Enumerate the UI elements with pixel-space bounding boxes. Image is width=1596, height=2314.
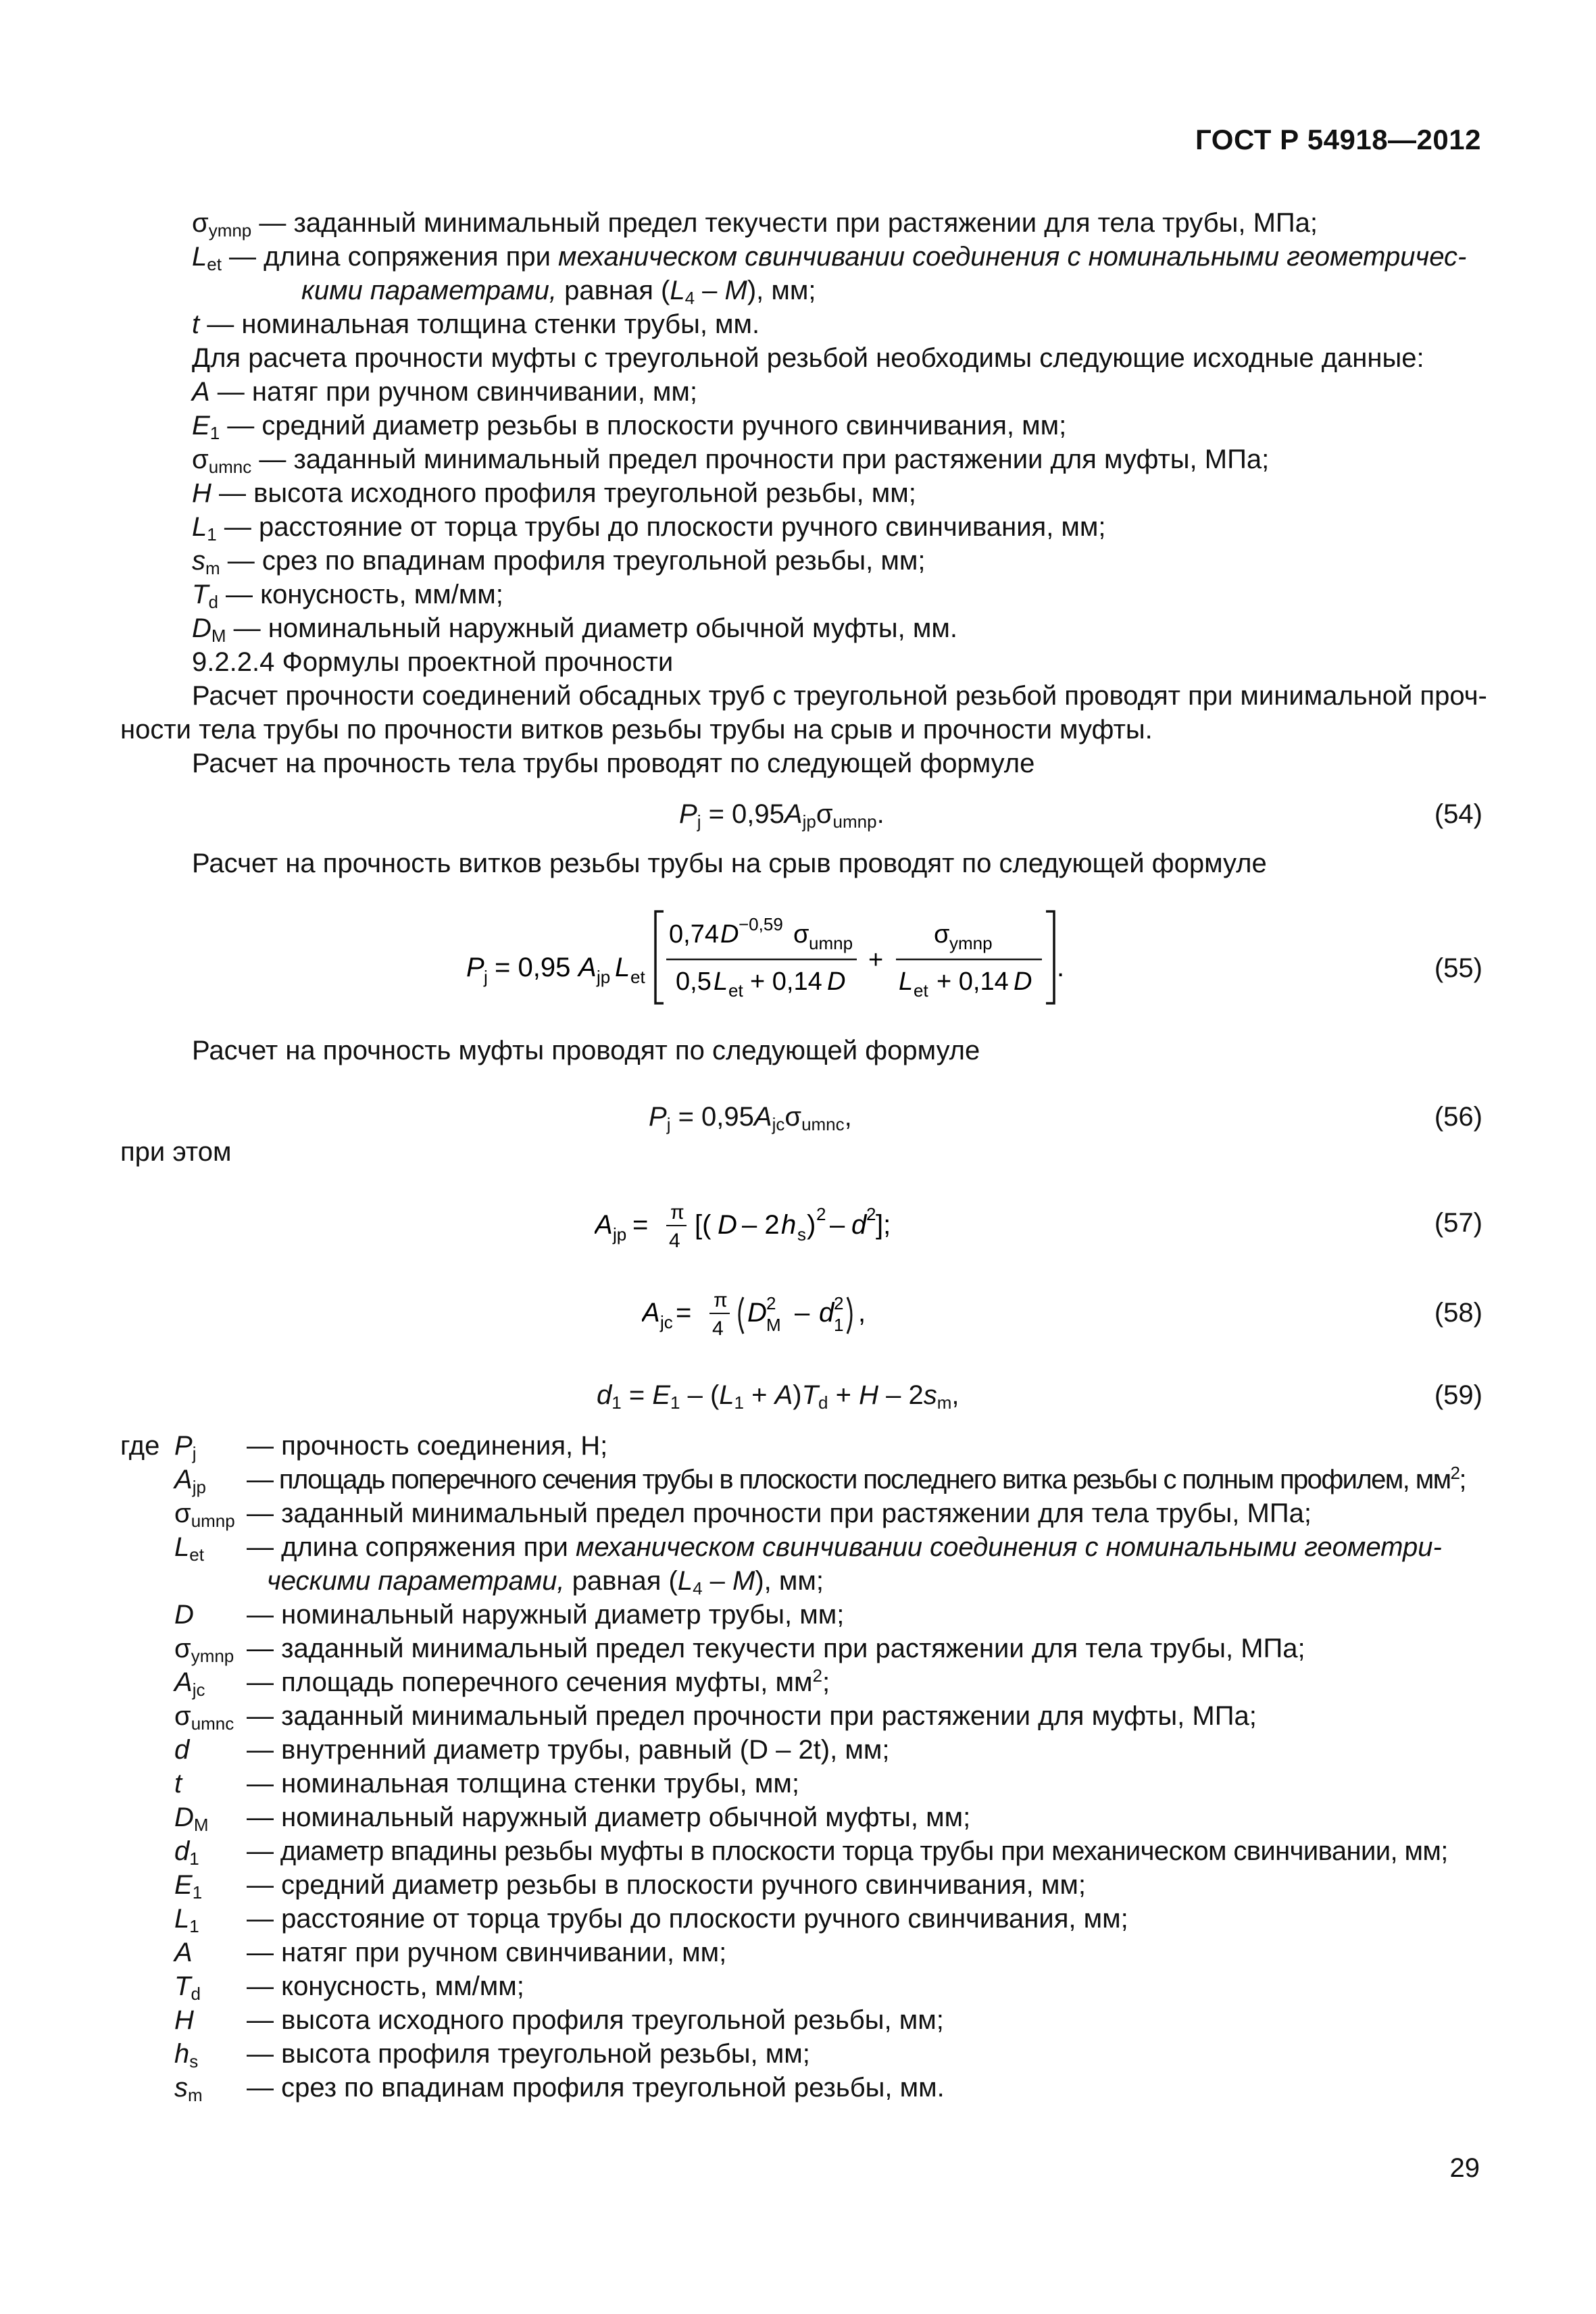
- where-text: — внутренний диаметр трубы, равный (D – 2t), мм;: [247, 1735, 890, 1765]
- def-sigma-ymnp: $\sigma_{ymnp}$ — заданный минимальный предел текучести при растяжении для тела трубы, МПа;: [192, 208, 1318, 241]
- formula-59: $d_1 = E_1 - (L_1 + A)T_d + H - 2s_m$,: [597, 1380, 959, 1413]
- svg-text:.: .: [1057, 953, 1065, 982]
- svg-text:M: M: [766, 1315, 781, 1335]
- where-symbol: $s_m$: [174, 2073, 203, 2105]
- svg-text:D: D: [720, 920, 739, 949]
- svg-text:– 2: – 2: [742, 1210, 780, 1240]
- equation-number: (54): [1434, 799, 1482, 829]
- svg-text:= 0,95: = 0,95: [495, 953, 571, 982]
- svg-text:–: –: [830, 1210, 845, 1240]
- svg-text:A: A: [578, 953, 597, 982]
- svg-text:D: D: [718, 1210, 737, 1240]
- svg-text:j: j: [484, 967, 488, 987]
- where-text: — номинальная толщина стенки трубы, мм;: [247, 1769, 799, 1799]
- svg-text:0,5: 0,5: [676, 967, 712, 996]
- paragraph-line: ности тела трубы по прочности витков резьбы трубы на срыв и прочности муфты.: [120, 715, 1153, 745]
- svg-text:4: 4: [712, 1317, 724, 1340]
- where-symbol: $\sigma_{umnp}$: [174, 1499, 235, 1531]
- where-symbol: A: [174, 1938, 193, 1967]
- svg-text:];: ];: [876, 1210, 891, 1240]
- document-code: ГОСТ Р 54918—2012: [1195, 124, 1481, 155]
- svg-text:D: D: [827, 967, 846, 996]
- where-text: — заданный минимальный предел прочности при растяжении для тела трубы, МПа;: [247, 1499, 1312, 1528]
- intro-coupling-paragraph: Для расчета прочности муфты с треугольной резьбой необходимы следующие исходные данные:: [192, 343, 1424, 373]
- where-text: — срез по впадинам профиля треугольной резьбы, мм.: [247, 2073, 945, 2103]
- where-symbol: $\sigma_{umnc}$: [174, 1701, 234, 1734]
- coupling-def-a: A — натяг при ручном свинчивании, мм;: [192, 377, 698, 407]
- svg-text:2: 2: [766, 1293, 776, 1313]
- where-symbol: $E_1$: [174, 1870, 203, 1903]
- where-symbol: H: [174, 2005, 194, 2035]
- where-symbol: $d_1$: [174, 1836, 199, 1869]
- section-heading: 9.2.2.4 Формулы проектной прочности: [192, 647, 674, 677]
- where-text: — прочность соединения, Н;: [247, 1431, 608, 1461]
- svg-text:−0,59: −0,59: [739, 914, 783, 934]
- coupling-def-e1: $E_1$ — средний диаметр резьбы в плоскости ручного свинчивания, мм;: [192, 411, 1067, 443]
- where-text: — расстояние от торца трубы до плоскости ручного свинчивания, мм;: [247, 1904, 1128, 1934]
- coupling-def-td: $T_d$ — конусность, мм/мм;: [192, 580, 503, 612]
- svg-text:): ): [807, 1210, 816, 1240]
- svg-text:=: =: [632, 1210, 649, 1240]
- where-symbol: $T_d$: [174, 1971, 201, 2004]
- where-symbol: d: [174, 1735, 190, 1765]
- where-text: — номинальный наружный диаметр трубы, мм;: [247, 1600, 845, 1630]
- where-text-continued: ческими параметрами, равная $(L_4 - M)$, мм;: [267, 1566, 824, 1599]
- svg-text:D: D: [1014, 967, 1032, 996]
- svg-text:ymnp: ymnp: [949, 933, 993, 953]
- svg-text:jc: jc: [660, 1312, 673, 1332]
- svg-text:d: d: [819, 1298, 834, 1328]
- svg-text:+: +: [868, 946, 884, 974]
- svg-text:et: et: [728, 980, 743, 1001]
- svg-text:s: s: [797, 1224, 806, 1244]
- svg-text:A: A: [595, 1210, 613, 1240]
- svg-text:π: π: [670, 1201, 684, 1224]
- svg-text:0,74: 0,74: [669, 920, 719, 949]
- svg-text:+ 0,14: + 0,14: [937, 967, 1009, 996]
- formula-56: $P_j = 0,95A_{jc}\sigma_{umnc}$,: [649, 1102, 852, 1134]
- where-text: — диаметр впадины резьбы муфты в плоскости торца трубы при механическом свинчивании, мм;: [247, 1836, 1448, 1866]
- where-symbol: $P_j$: [174, 1431, 197, 1463]
- svg-text:jp: jp: [597, 967, 611, 987]
- svg-text:2: 2: [816, 1204, 826, 1224]
- svg-text:d: d: [851, 1210, 867, 1240]
- where-text: — конусность, мм/мм;: [247, 1971, 524, 2001]
- svg-text:L: L: [615, 953, 630, 982]
- coupling-def-dm: $D_M$ — номинальный наружный диаметр обычной муфты, мм.: [192, 613, 957, 646]
- svg-text:L: L: [714, 967, 728, 996]
- formula-57: [595, 1194, 946, 1262]
- where-symbol: $\sigma_{ymnp}$: [174, 1634, 234, 1666]
- where-symbol: $L_1$: [174, 1904, 199, 1936]
- svg-text:P: P: [466, 953, 484, 982]
- where-symbol: $h_s$: [174, 2039, 199, 2071]
- where-text: — заданный минимальный предел прочности при растяжении для муфты, МПа;: [247, 1701, 1257, 1731]
- equation-number: (56): [1434, 1102, 1482, 1132]
- formula-54: $P_j = 0,95A_{jp}\sigma_{umnp}$.: [679, 799, 884, 832]
- svg-text:σ: σ: [793, 920, 809, 949]
- svg-text:–: –: [795, 1298, 810, 1328]
- svg-text:1: 1: [834, 1315, 844, 1335]
- svg-text:σ: σ: [934, 920, 950, 949]
- svg-text:L: L: [899, 967, 914, 996]
- coupling-def-h: H — высота исходного профиля треугольной резьбы, мм;: [192, 478, 916, 508]
- formula-58: [642, 1282, 912, 1350]
- where-symbol: D: [174, 1600, 194, 1630]
- def-l-et: $L_{et}$ — длина сопряжения при механическом свинчивании соединения с номинальными геометричес-: [192, 242, 1467, 274]
- svg-text:+ 0,14: + 0,14: [750, 967, 822, 996]
- formula-55: [459, 902, 1081, 1017]
- where-text: — натяг при ручном свинчивании, мм;: [247, 1938, 727, 1967]
- equation-number: (59): [1434, 1380, 1482, 1410]
- svg-text:2: 2: [834, 1293, 844, 1313]
- where-label: где: [120, 1431, 160, 1461]
- paragraph-line: Расчет на прочность муфты проводят по следующей формуле: [192, 1036, 980, 1065]
- paragraph-line: Расчет на прочность тела трубы проводят по следующей формуле: [192, 749, 1035, 778]
- svg-text:et: et: [914, 980, 928, 1001]
- svg-text:umnp: umnp: [809, 933, 853, 953]
- svg-text:jp: jp: [613, 1224, 627, 1244]
- where-text: — высота профиля треугольной резьбы, мм;: [247, 2039, 810, 2069]
- paragraph-line: Расчет на прочность витков резьбы трубы на срыв проводят по следующей формуле: [192, 849, 1267, 878]
- where-text: — длина сопряжения при механическом свинчивании соединения с номинальными геометри-: [247, 1532, 1442, 1562]
- svg-text:et: et: [630, 967, 645, 987]
- paragraph-line: при этом: [120, 1137, 232, 1167]
- svg-text:[(: [(: [695, 1210, 712, 1240]
- def-t: t — номинальная толщина стенки трубы, мм.: [192, 309, 760, 339]
- where-symbol: t: [174, 1769, 182, 1799]
- svg-text:=: =: [676, 1298, 692, 1328]
- where-symbol: $D_M$: [174, 1803, 209, 1835]
- coupling-def-l1: $L_1$ — расстояние от торца трубы до плоскости ручного свинчивания, мм;: [192, 512, 1106, 545]
- svg-text:2: 2: [866, 1204, 876, 1224]
- equation-number: (58): [1434, 1298, 1482, 1328]
- def-l-et-continued: кими параметрами, равная $(L_4 - M)$, мм;: [301, 276, 816, 308]
- where-text: — средний диаметр резьбы в плоскости ручного свинчивания, мм;: [247, 1870, 1086, 1900]
- where-symbol: $A_{jc}$: [174, 1667, 205, 1700]
- where-text: — площадь поперечного сечения трубы в плоскости последнего витка резьбы с полным профилем, $мм^2$;: [247, 1463, 1466, 1494]
- equation-number: (57): [1434, 1208, 1482, 1238]
- coupling-def-sm: $s_m$ — срез по впадинам профиля треугольной резьбы, мм;: [192, 546, 926, 578]
- where-text: — высота исходного профиля треугольной резьбы, мм;: [247, 2005, 944, 2035]
- where-symbol: $A_{jp}$: [174, 1465, 206, 1497]
- paragraph-line: Расчет прочности соединений обсадных труб с треугольной резьбой проводят при минимальной проч-: [192, 681, 1487, 711]
- svg-text:,: ,: [858, 1298, 866, 1328]
- svg-text:h: h: [781, 1210, 797, 1240]
- svg-text:A: A: [642, 1298, 660, 1328]
- coupling-def-sigma-umnc: $\sigma_{umnc}$ — заданный минимальный предел прочности при растяжении для муфты, МПа;: [192, 445, 1270, 477]
- where-text: — номинальный наружный диаметр обычной муфты, мм;: [247, 1803, 971, 1832]
- equation-number: (55): [1434, 953, 1482, 983]
- where-text: — площадь поперечного сечения муфты, $мм^2$;: [247, 1665, 830, 1697]
- svg-text:4: 4: [669, 1230, 680, 1252]
- svg-text:D: D: [747, 1298, 767, 1328]
- where-symbol: $L_{et}$: [174, 1532, 204, 1565]
- svg-text:π: π: [714, 1289, 728, 1311]
- page-number: 29: [1449, 2153, 1480, 2183]
- where-text: — заданный минимальный предел текучести при растяжении для тела трубы, МПа;: [247, 1634, 1305, 1663]
